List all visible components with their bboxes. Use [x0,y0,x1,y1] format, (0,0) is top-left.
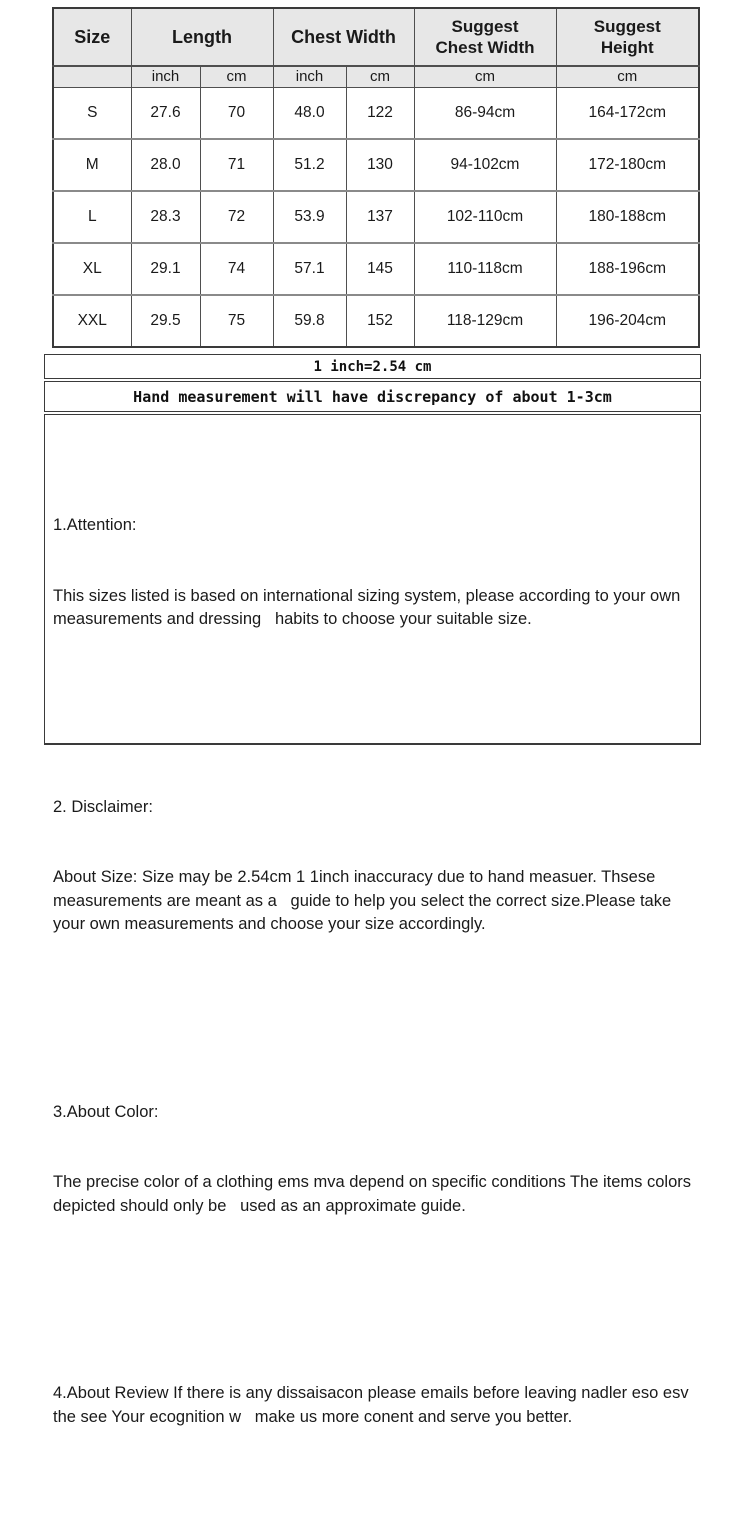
cell-chest-inch: 48.0 [273,87,346,139]
table-row-xl [53,243,699,295]
cell-chest-inch: 57.1 [273,243,346,295]
cell-length-inch: 28.0 [131,139,200,191]
cell-suggest-chest: 86-94cm [414,87,556,139]
header-chest-width: Chest Width [273,8,414,66]
subheader-chest-inch: inch [273,66,346,87]
cell-chest-cm: 122 [346,87,414,139]
cell-length-inch: 28.3 [131,191,200,243]
cell-size: XL [53,243,131,295]
table-row-s [53,87,699,139]
note-disclaimer-title: 2. Disclaimer: [53,797,153,816]
table-row-xxl [53,295,699,347]
header-suggest-height-line2: Height [600,38,654,57]
subheader-suggest-height-cm: cm [556,66,699,87]
cell-length-cm: 70 [200,87,273,139]
cell-length-cm: 71 [200,139,273,191]
cell-suggest-height: 188-196cm [556,243,699,295]
subheader-length-inch: inch [131,66,200,87]
cell-length-inch: 29.5 [131,295,200,347]
header-suggest-chest-width [414,8,556,66]
note-about-color-body: The precise color of a clothing ems mva depend on specific conditions The items colors depicted should only be used as an approximate guide. [53,1173,696,1215]
cell-chest-inch: 51.2 [273,139,346,191]
cell-suggest-height: 180-188cm [556,191,699,243]
header-size: Size [53,8,131,66]
cell-chest-inch: 53.9 [273,191,346,243]
cell-size: XXL [53,295,131,347]
cell-chest-cm: 145 [346,243,414,295]
cell-length-cm: 75 [200,295,273,347]
cell-suggest-height: 196-204cm [556,295,699,347]
header-length: Length [131,8,273,66]
cell-suggest-chest: 118-129cm [414,295,556,347]
note-disclaimer [53,749,692,984]
header-suggest-chest-width-line1: Suggest [451,16,519,36]
note-disclaimer-body: About Size: Size may be 2.54cm 1 1inch inaccuracy due to hand measuer. Thsese measurements are meant as a guide to help you select the correct size.Please take your own measurements and choose your size accordingly. [53,868,676,933]
inch-conversion-note: 1 inch=2.54 cm [44,354,701,379]
subheader-size [53,66,131,87]
table-row-m [53,139,699,191]
note-about-color-title: 3.About Color: [53,1102,159,1121]
note-about-color [53,1054,696,1266]
header-suggest-height-line1: Suggest [593,16,661,36]
note-attention-body: This sizes listed is based on international sizing system, please according to your own measurements and dressing habits to choose your suitable size. [53,586,685,628]
header-suggest-height [556,8,699,66]
table-row-l [53,191,699,243]
cell-suggest-height: 172-180cm [556,139,699,191]
cell-length-inch: 29.1 [131,243,200,295]
note-about-review [53,1335,692,1476]
subheader-chest-cm: cm [346,66,414,87]
hand-measurement-note: Hand measurement will have discrepancy of about 1-3cm [44,381,701,412]
subheader-length-cm: cm [200,66,273,87]
cell-suggest-chest: 94-102cm [414,139,556,191]
cell-suggest-height: 164-172cm [556,87,699,139]
cell-size: L [53,191,131,243]
size-chart-table [52,7,700,348]
note-attention [53,467,692,679]
cell-size: S [53,87,131,139]
cell-chest-cm: 137 [346,191,414,243]
cell-size: M [53,139,131,191]
cell-chest-cm: 130 [346,139,414,191]
cell-suggest-chest: 110-118cm [414,243,556,295]
subheader-suggest-chest-cm: cm [414,66,556,87]
cell-length-inch: 27.6 [131,87,200,139]
cell-length-cm: 74 [200,243,273,295]
cell-length-cm: 72 [200,191,273,243]
header-suggest-chest-width-line2: Chest Width [435,38,535,57]
cell-suggest-chest: 102-110cm [414,191,556,243]
cell-chest-cm: 152 [346,295,414,347]
note-attention-title: 1.Attention: [53,516,137,534]
cell-chest-inch: 59.8 [273,295,346,347]
note-about-review-body: 4.About Review If there is any dissaisacon please emails before leaving nadler eso esv the see Your ecognition w make us more conent and serve you better. [53,1384,694,1426]
table-subheader-row [53,66,699,87]
table-header-row [53,8,699,66]
notes-box [44,414,701,1426]
